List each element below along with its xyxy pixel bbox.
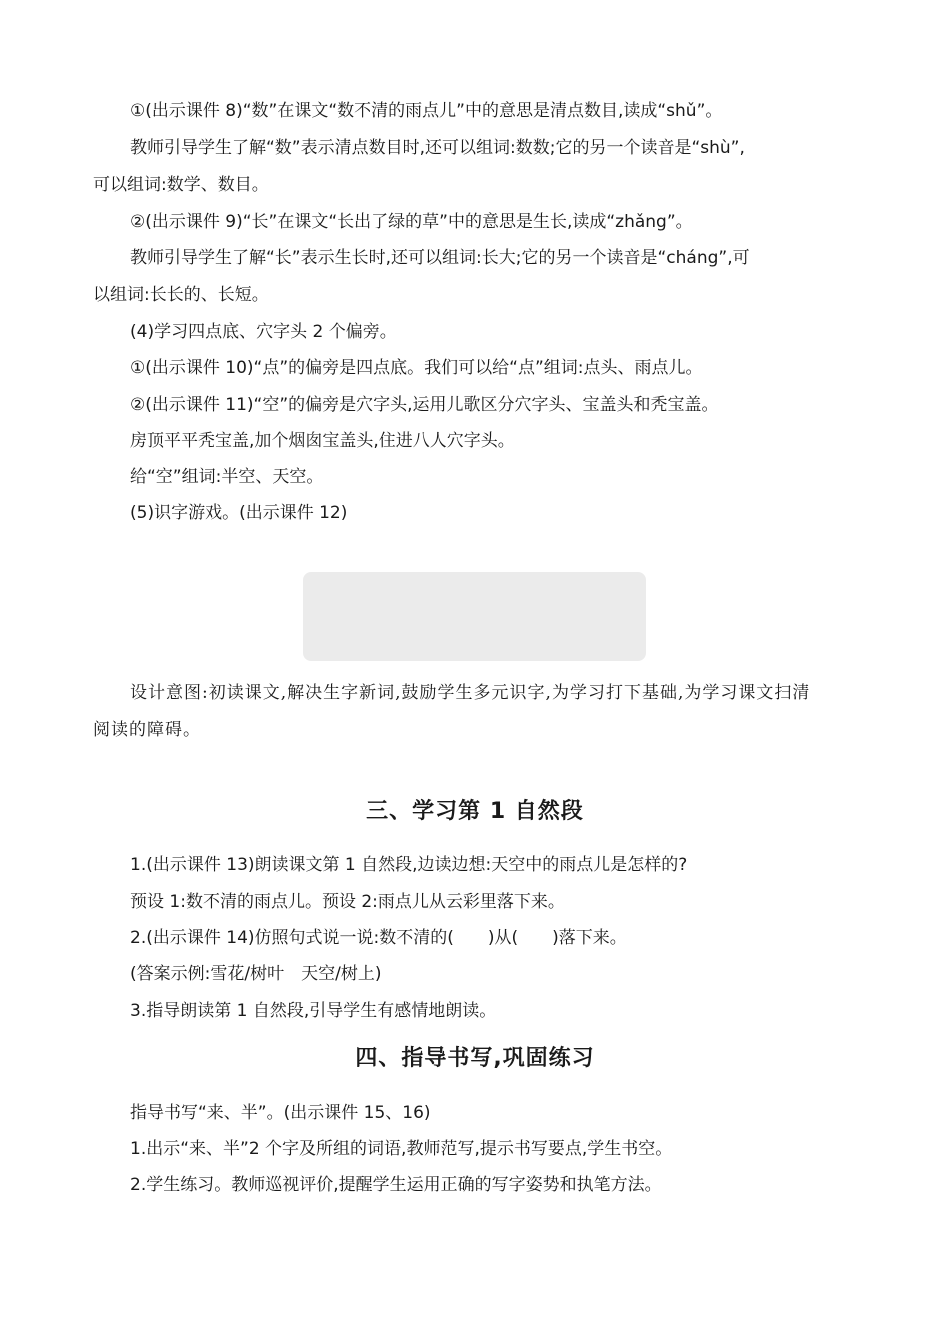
paragraph-line: ①(出示课件 10)“点”的偏旁是四点底。我们可以给“点”组词:点头、雨点儿。 (130, 358, 703, 378)
paragraph-line: 以组词:长长的、长短。 (93, 285, 269, 305)
paragraph-line: 教师引导学生了解“数”表示清点数目时,还可以组词:数数;它的另一个读音是“shù”, (130, 138, 745, 158)
paragraph-line: ②(出示课件 11)“空”的偏旁是穴字头,运用儿歌区分穴字头、宝盖头和秃宝盖。 (130, 395, 719, 415)
paragraph-line: 可以组词:数学、数目。 (93, 175, 269, 195)
paragraph-line: 2.学生练习。教师巡视评价,提醒学生运用正确的写字姿势和执笔方法。 (130, 1175, 662, 1195)
paragraph-line: (5)识字游戏。(出示课件 12) (130, 503, 348, 523)
paragraph-line: 指导书写“来、半”。(出示课件 15、16) (130, 1103, 431, 1123)
paragraph-line: ②(出示课件 9)“长”在课文“长出了绿的草”中的意思是生长,读成“zhǎng”。 (130, 212, 693, 232)
paragraph-line: 房顶平平秃宝盖,加个烟囱宝盖头,住进八人穴字头。 (130, 431, 515, 451)
paragraph-line: 教师引导学生了解“长”表示生长时,还可以组词:长大;它的另一个读音是“cháng”,可 (130, 248, 750, 268)
courseware-image-placeholder (303, 572, 646, 661)
paragraph-line: 预设 1:数不清的雨点儿。预设 2:雨点儿从云彩里落下来。 (130, 892, 565, 912)
paragraph-line: 3.指导朗读第 1 自然段,引导学生有感情地朗读。 (130, 1001, 497, 1021)
paragraph-line: (4)学习四点底、穴字头 2 个偏旁。 (130, 322, 397, 342)
paragraph-line: ①(出示课件 8)“数”在课文“数不清的雨点儿”中的意思是清点数目,读成“shǔ”。 (130, 101, 723, 121)
section-heading: 三、学习第 1 自然段 (366, 799, 584, 824)
design-intent-line: 阅读的障碍。 (93, 720, 201, 740)
paragraph-line: 2.(出示课件 14)仿照句式说一说:数不清的( )从( )落下来。 (130, 928, 627, 948)
paragraph-line: 给“空”组词:半空、天空。 (130, 467, 324, 487)
section-heading: 四、指导书写,巩固练习 (355, 1046, 595, 1071)
paragraph-line: 1.出示“来、半”2 个字及所组的词语,教师范写,提示书写要点,学生书空。 (130, 1139, 673, 1159)
paragraph-line: (答案示例:雪花/树叶 天空/树上) (130, 964, 382, 984)
paragraph-line: 1.(出示课件 13)朗读课文第 1 自然段,边读边想:天空中的雨点儿是怎样的? (130, 855, 688, 875)
design-intent-line: 设计意图:初读课文,解决生字新词,鼓励学生多元识字,为学习打下基础,为学习课文扫清 (130, 683, 811, 703)
